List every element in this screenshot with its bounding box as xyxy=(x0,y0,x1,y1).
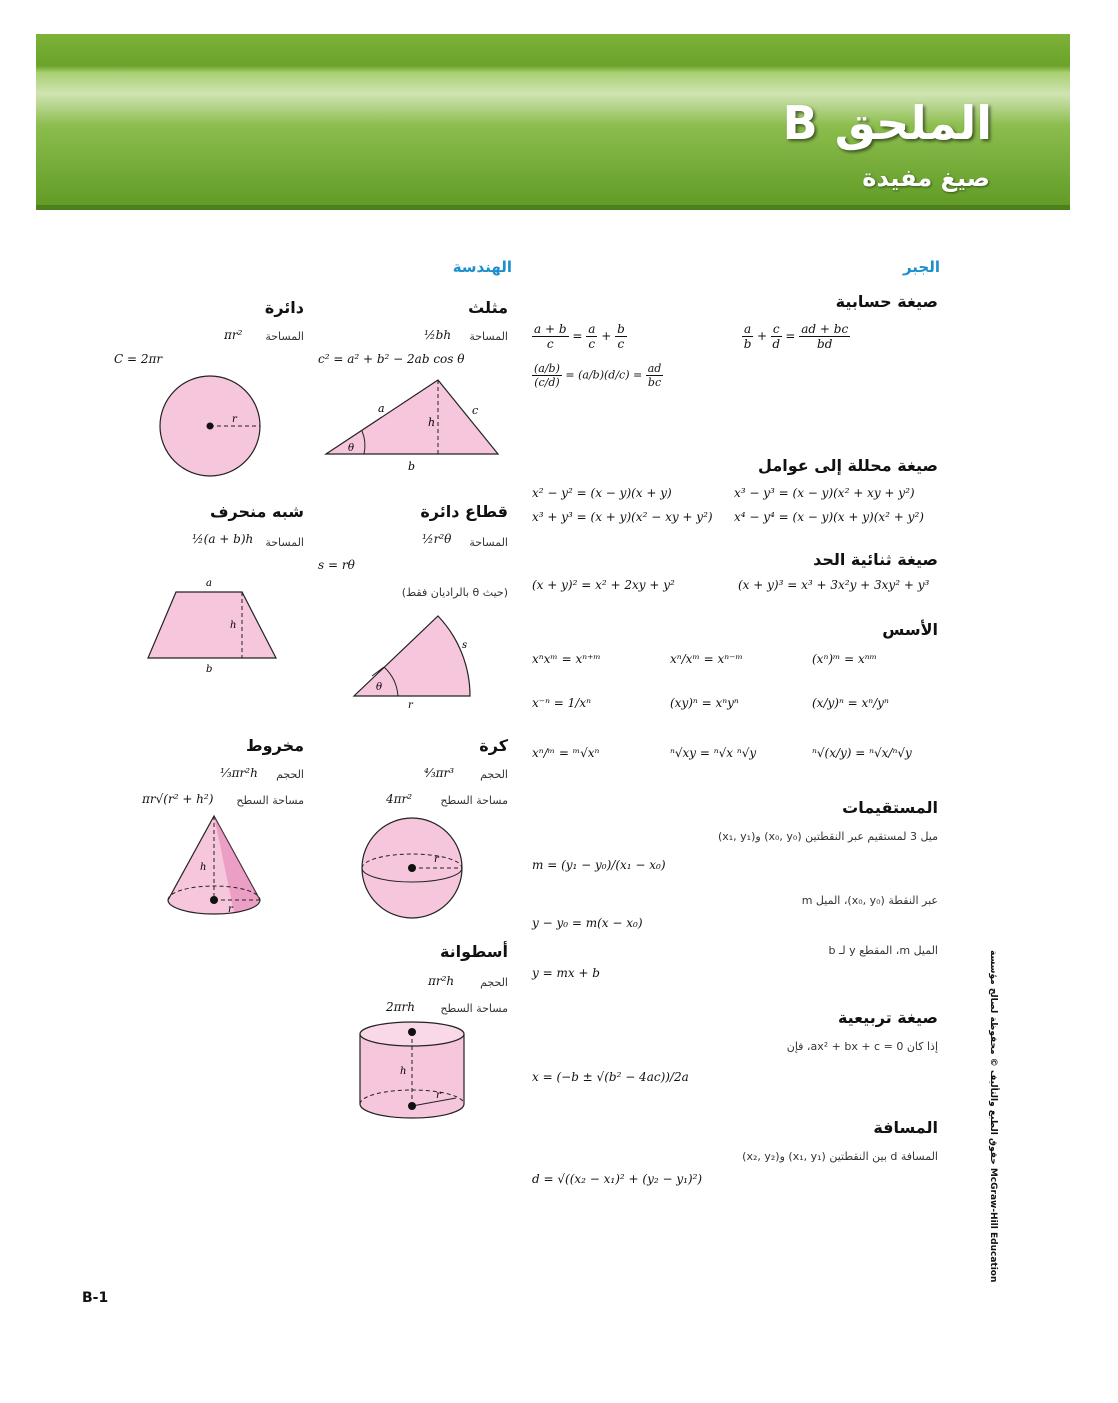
exponents-formula-9: xⁿ/ᵐ = ᵐ√xⁿ xyxy=(532,746,600,760)
sector-area-formula: ½r²θ xyxy=(422,532,452,546)
cylinder-figure xyxy=(356,1018,468,1122)
exponents-formula-2: xⁿ/xᵐ = xⁿ⁻ᵐ xyxy=(670,652,743,666)
triangle-h-label: h xyxy=(428,416,436,429)
exponents-formula-3: xⁿxᵐ = xⁿ⁺ᵐ xyxy=(532,652,601,666)
cylinder-h-label: h xyxy=(400,1066,407,1077)
binomial-formula-2: (x + y)² = x² + 2xy + y² xyxy=(532,578,675,592)
triangle-law-of-cosines: c² = a² + b² − 2ab cos θ xyxy=(318,352,465,366)
lines-label-1: ميل 3 لمستقيم عبر النقطتين (x₀, y₀) و(x₁, y₁) xyxy=(717,830,938,843)
sector-area-label: المساحة xyxy=(469,536,508,549)
sphere-volume-formula: ⁴⁄₃πr³ xyxy=(424,766,455,780)
trapezoid-area-label: المساحة xyxy=(265,536,304,549)
triangle-a-label: a xyxy=(378,402,385,415)
exponents-formula-8: ⁿ√xy = ⁿ√x ⁿ√y xyxy=(670,746,757,760)
triangle-figure xyxy=(318,370,508,476)
cone-h-label: h xyxy=(200,862,207,873)
sphere-heading: كرة xyxy=(479,736,508,755)
triangle-area-formula: ½bh xyxy=(424,328,452,342)
sector-radians-note: (حيث θ بالراديان فقط) xyxy=(401,586,508,599)
factored-formula-1: x³ − y³ = (x − y)(x² + xy + y²) xyxy=(734,486,915,500)
page-subtitle: صيغ مفيدة xyxy=(862,164,990,192)
trapezoid-heading: شبه منحرف xyxy=(209,502,304,521)
sector-figure xyxy=(348,604,480,710)
cylinder-area-formula: 2πrh xyxy=(386,1000,415,1014)
cylinder-base-dot xyxy=(408,1102,416,1110)
quadratic-formula: x = (−b ± √(b² − 4ac))/2a xyxy=(532,1070,689,1084)
page-number: B-1 xyxy=(82,1290,109,1306)
cylinder-heading: أسطوانة xyxy=(439,942,508,961)
factored-formula-4: x³ + y³ = (x + y)(x² − xy + y²) xyxy=(532,510,713,524)
lines-label-2: عبر النقطة (x₀, y₀)، الميل m xyxy=(801,894,938,907)
circle-r-label: r xyxy=(232,414,237,425)
sphere-r-label: r xyxy=(434,854,439,865)
distance-heading: المسافة xyxy=(873,1118,938,1137)
algebra-section-title: الجبر xyxy=(902,258,940,276)
trapezoid-b-label: b xyxy=(206,664,213,674)
sector-theta-label: θ xyxy=(376,682,383,693)
exponents-formula-5: (xy)ⁿ = xⁿyⁿ xyxy=(670,696,739,710)
sphere-volume-label: الحجم xyxy=(480,768,508,781)
sector-s-label: s xyxy=(462,640,468,651)
cone-figure xyxy=(164,812,268,918)
trapezoid-figure xyxy=(142,574,282,674)
cylinder-volume-formula: πr²h xyxy=(428,974,455,988)
lines-label-3: الميل m، المقطع y لـ b xyxy=(828,944,938,957)
sector-arc-length: s = rθ xyxy=(318,558,355,572)
cylinder-r-label: r xyxy=(436,1090,441,1101)
quadratic-label: إذا كان ax² + bx + c = 0، فإن xyxy=(786,1040,938,1053)
exponents-formula-6: x⁻ⁿ = 1/xⁿ xyxy=(532,696,591,710)
sphere-center-dot xyxy=(408,864,416,872)
exponents-formula-7: ⁿ√(x/y) = ⁿ√x/ⁿ√y xyxy=(812,746,912,760)
factored-formula-2: x² − y² = (x − y)(x + y) xyxy=(532,486,672,500)
lines-formula-3: y = mx + b xyxy=(532,966,600,980)
cone-heading: مخروط xyxy=(246,736,304,755)
binomial-heading: صيغة ثنائية الحد xyxy=(813,550,938,569)
cone-area-label: مساحة السطح xyxy=(236,794,304,807)
copyright-text: حقوق الطبع والتأليف © محفوظة لصالح مؤسسة McGraw-Hill Education xyxy=(988,950,998,1283)
lines-formula-2: y − y₀ = m(x − x₀) xyxy=(532,916,643,930)
cylinder-top-dot xyxy=(408,1028,416,1036)
sphere-area-label: مساحة السطح xyxy=(440,794,508,807)
sector-shape xyxy=(354,616,470,696)
copyright-sidebar xyxy=(982,950,1002,1283)
cone-volume-label: الحجم xyxy=(276,768,304,781)
arithmetic-formula-1: $\frac{a}{b}$ + $\frac{c}{d}$ = $\frac{ad + bc}{bd}$ xyxy=(743,322,849,351)
arithmetic-formula-2: $\frac{a + b}{c}$ = $\frac{a}{c}$ + $\frac{b}{c}$ xyxy=(534,322,625,351)
circle-circumference: C = 2πr xyxy=(114,352,163,366)
sphere-area-formula: 4πr² xyxy=(386,792,413,806)
quadratic-heading: صيغة تربيعية xyxy=(837,1008,938,1027)
page-title: الملحق B xyxy=(782,96,992,150)
cone-volume-formula: ⅓πr²h xyxy=(220,766,258,780)
factored-heading: صيغة محللة إلى عوامل xyxy=(758,456,938,475)
exponents-formula-4: (x/y)ⁿ = xⁿ/yⁿ xyxy=(812,696,889,710)
sphere-figure xyxy=(358,814,468,920)
lines-heading: المستقيمات xyxy=(842,798,938,817)
trapezoid-area-formula: ½(a + b)h xyxy=(192,532,254,546)
factored-formula-3: x⁴ − y⁴ = (x − y)(x + y)(x² + y²) xyxy=(734,510,924,524)
distance-formula: d = √((x₂ − x₁)² + (y₂ − y₁)²) xyxy=(532,1172,703,1186)
trapezoid-a-label: a xyxy=(206,578,212,589)
exponents-heading: الأسس xyxy=(882,620,938,639)
binomial-formula-1: (x + y)³ = x³ + 3x²y + 3xy² + y³ xyxy=(738,578,930,592)
triangle-area-label: المساحة xyxy=(469,330,508,343)
circle-heading: دائرة xyxy=(264,298,304,317)
trapezoid-h-label: h xyxy=(230,620,237,631)
cone-center-dot xyxy=(210,896,218,904)
triangle-heading: مثلث xyxy=(468,298,508,317)
cone-r-label: r xyxy=(228,904,233,915)
cylinder-area-label: مساحة السطح xyxy=(440,1002,508,1015)
triangle-b-label: b xyxy=(408,460,416,473)
circle-area-formula: πr² xyxy=(224,328,243,342)
circle-center-dot xyxy=(207,423,214,430)
sector-heading: قطاع دائرة xyxy=(420,502,508,521)
exponents-formula-1: (xⁿ)ᵐ = xⁿᵐ xyxy=(812,652,878,666)
arithmetic-heading: صيغة حسابية xyxy=(835,292,938,311)
cylinder-volume-label: الحجم xyxy=(480,976,508,989)
geometry-section-title: الهندسة xyxy=(452,258,512,276)
circle-area-label: المساحة xyxy=(265,330,304,343)
circle-figure xyxy=(158,374,264,480)
sector-r-label: r xyxy=(408,700,413,710)
arithmetic-formula-3: $\frac{(a/b)}{(c/d)}$ = (a/b)(d/c) = $\frac{ad}{bc}$ xyxy=(534,362,662,389)
trapezoid-shape xyxy=(148,592,276,658)
distance-label: المسافة d بين النقطتين (x₁, y₁) و(x₂, y₂) xyxy=(742,1150,938,1163)
triangle-theta-label: θ xyxy=(348,443,355,454)
triangle-c-label: c xyxy=(472,404,479,417)
cone-area-formula: πr√(r² + h²) xyxy=(142,792,214,806)
lines-formula-1: m = (y₁ − y₀)/(x₁ − x₀) xyxy=(532,858,666,872)
